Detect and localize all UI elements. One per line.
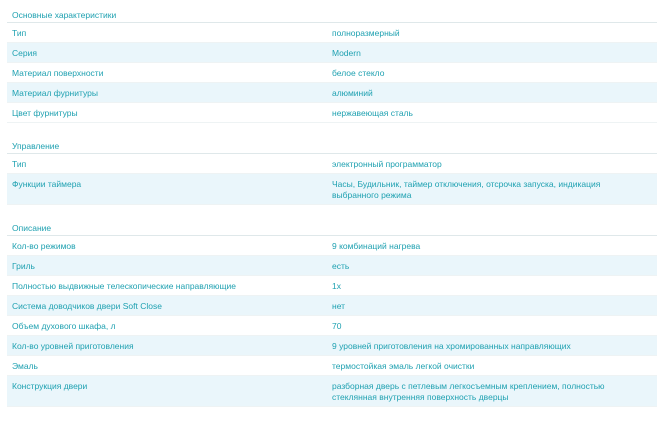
spec-name: Объем духового шкафа, л xyxy=(12,321,116,331)
spec-value: 1x xyxy=(332,281,341,291)
section-controls xyxy=(7,138,657,205)
spec-value: Часы, Будильник, таймер отключения, отсрочка запуска, индикация выбранного режима xyxy=(332,179,601,200)
spec-value: полноразмерный xyxy=(332,28,400,38)
spec-value: алюминий xyxy=(332,88,373,98)
spec-name: Тип xyxy=(12,28,27,38)
spec-name: Серия xyxy=(12,48,37,58)
spec-value: нет xyxy=(332,301,346,311)
spec-row xyxy=(7,296,657,316)
spec-name: Полностью выдвижные телескопические направляющие xyxy=(12,281,237,291)
spec-row xyxy=(7,23,657,43)
spec-row xyxy=(7,376,657,407)
spec-value: 70 xyxy=(332,321,342,331)
spec-row xyxy=(7,83,657,103)
spec-value: белое стекло xyxy=(332,68,385,78)
spec-value: термостойкая эмаль легкой очистки xyxy=(332,361,475,371)
spec-name: Тип xyxy=(12,159,27,169)
spec-name: Система доводчиков двери Soft Close xyxy=(12,301,162,311)
spec-row xyxy=(7,174,657,205)
spec-row xyxy=(7,154,657,174)
spec-row xyxy=(7,276,657,296)
spec-name: Функции таймера xyxy=(12,179,82,189)
section-description xyxy=(7,220,657,407)
spec-name: Конструкция двери xyxy=(12,381,88,391)
spec-row xyxy=(7,236,657,256)
spec-value: разборная дверь с петлевым легкосъемным креплением, полностью стеклянная внутренняя поверхность дверцы xyxy=(332,381,605,402)
spec-value: нержавеющая сталь xyxy=(332,108,413,118)
spec-name: Материал фурнитуры xyxy=(12,88,98,98)
section-title: Управление xyxy=(7,138,657,154)
spec-name: Гриль xyxy=(12,261,35,271)
spec-name: Эмаль xyxy=(12,361,38,371)
spec-row xyxy=(7,316,657,336)
spec-row xyxy=(7,336,657,356)
spec-name: Кол-во уровней приготовления xyxy=(12,341,134,351)
spec-value: электронный программатор xyxy=(332,159,442,169)
spec-row xyxy=(7,356,657,376)
spec-name: Цвет фурнитуры xyxy=(12,108,78,118)
spec-row xyxy=(7,43,657,63)
spec-name: Материал поверхности xyxy=(12,68,104,78)
spec-value: есть xyxy=(332,261,350,271)
spec-row xyxy=(7,103,657,123)
spec-row xyxy=(7,63,657,83)
section-title: Описание xyxy=(7,220,657,236)
section-title: Основные характеристики xyxy=(7,7,657,23)
spec-value: 9 комбинаций нагрева xyxy=(332,241,421,251)
spec-value: Modern xyxy=(332,48,361,58)
spec-name: Кол-во режимов xyxy=(12,241,76,251)
spec-row xyxy=(7,256,657,276)
spec-value: 9 уровней приготовления на хромированных направляющих xyxy=(332,341,571,351)
section-main-characteristics xyxy=(7,7,657,123)
